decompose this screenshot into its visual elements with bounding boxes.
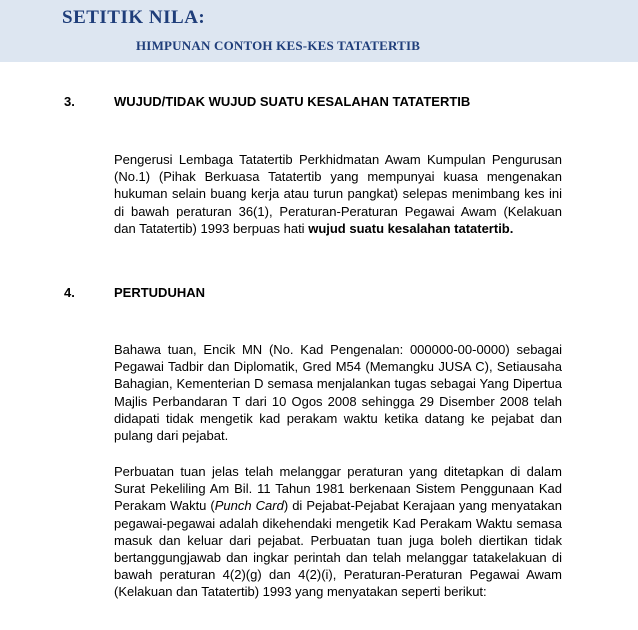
paragraph-italic-text: Punch Card [214, 498, 284, 514]
header-subtitle: HIMPUNAN CONTOH KES-KES TATATERTIB [136, 38, 421, 53]
section-paragraph [114, 463, 562, 601]
section-number: 3. [64, 94, 75, 109]
section-title: PERTUDUHAN [114, 285, 205, 300]
paragraph-text: Pengerusi Lembaga Tatatertib Perkhidmatan Awam Kumpulan Pengurusan (No.1) (Pihak Berkuasa Tatatertib yang mempunyai kuasa mengenakan hukuman selain buang kerja atau turun pangkat) selepas menimbang kes ini di bawah peraturan 36(1), Peraturan-Peraturan Pegawai Awam (Kelakuan dan Tatatertib) 1993 berpuas hati [114, 152, 562, 236]
paragraph-text: Perbuatan tuan jelas telah melanggar peraturan yang ditetapkan di dalam Surat Pekeliling Am Bil. 11 Tahun 1981 berkenaan Sistem Penggunaan Kad Perakam Waktu ( [114, 464, 562, 514]
section-paragraph [114, 151, 562, 237]
section-paragraph: Bahawa tuan, Encik MN (No. Kad Pengenalan: 000000-00-0000) sebagai Pegawai Tadbir dan Diplomatik, Gred M54 (Memangku JUSA C), Setiausaha Bahagian, Kementerian D semasa menjalankan tugas sebagai Yang Dipertua Majlis Perbandaran T dari 10 Ogos 2008 sehingga 29 Disember 2008 telah didapati tidak mengetik kad perakam waktu ketika datang ke pejabat dan pulang dari pejabat. [114, 342, 562, 444]
section-title: WUJUD/TIDAK WUJUD SUATU KESALAHAN TATATERTIB [114, 94, 471, 109]
section-number: 4. [64, 285, 75, 300]
paragraph-text: ) di Pejabat-Pejabat Kerajaan yang menyatakan pegawai-pegawai adalah dikehendaki mengetik Kad Perakam Waktu semasa masuk dan keluar dari pejabat. Perbuatan tuan juga boleh diertikan tidak bertanggungjawab dan ingkar perintah dan telah melanggar tatakelakuan di bawah peraturan 4(2)(g) dan 4(2)(i), Peraturan-Peraturan Pegawai Awam (Kelakuan dan Tatatertib) 1993 yang menyatakan seperti berikut: [114, 498, 562, 600]
header-title: SETITIK NILA: [62, 7, 206, 28]
paragraph-bold-text: wujud suatu kesalahan tatatertib [308, 220, 510, 236]
page-header [0, 0, 638, 62]
paragraph-end: . [509, 220, 514, 236]
